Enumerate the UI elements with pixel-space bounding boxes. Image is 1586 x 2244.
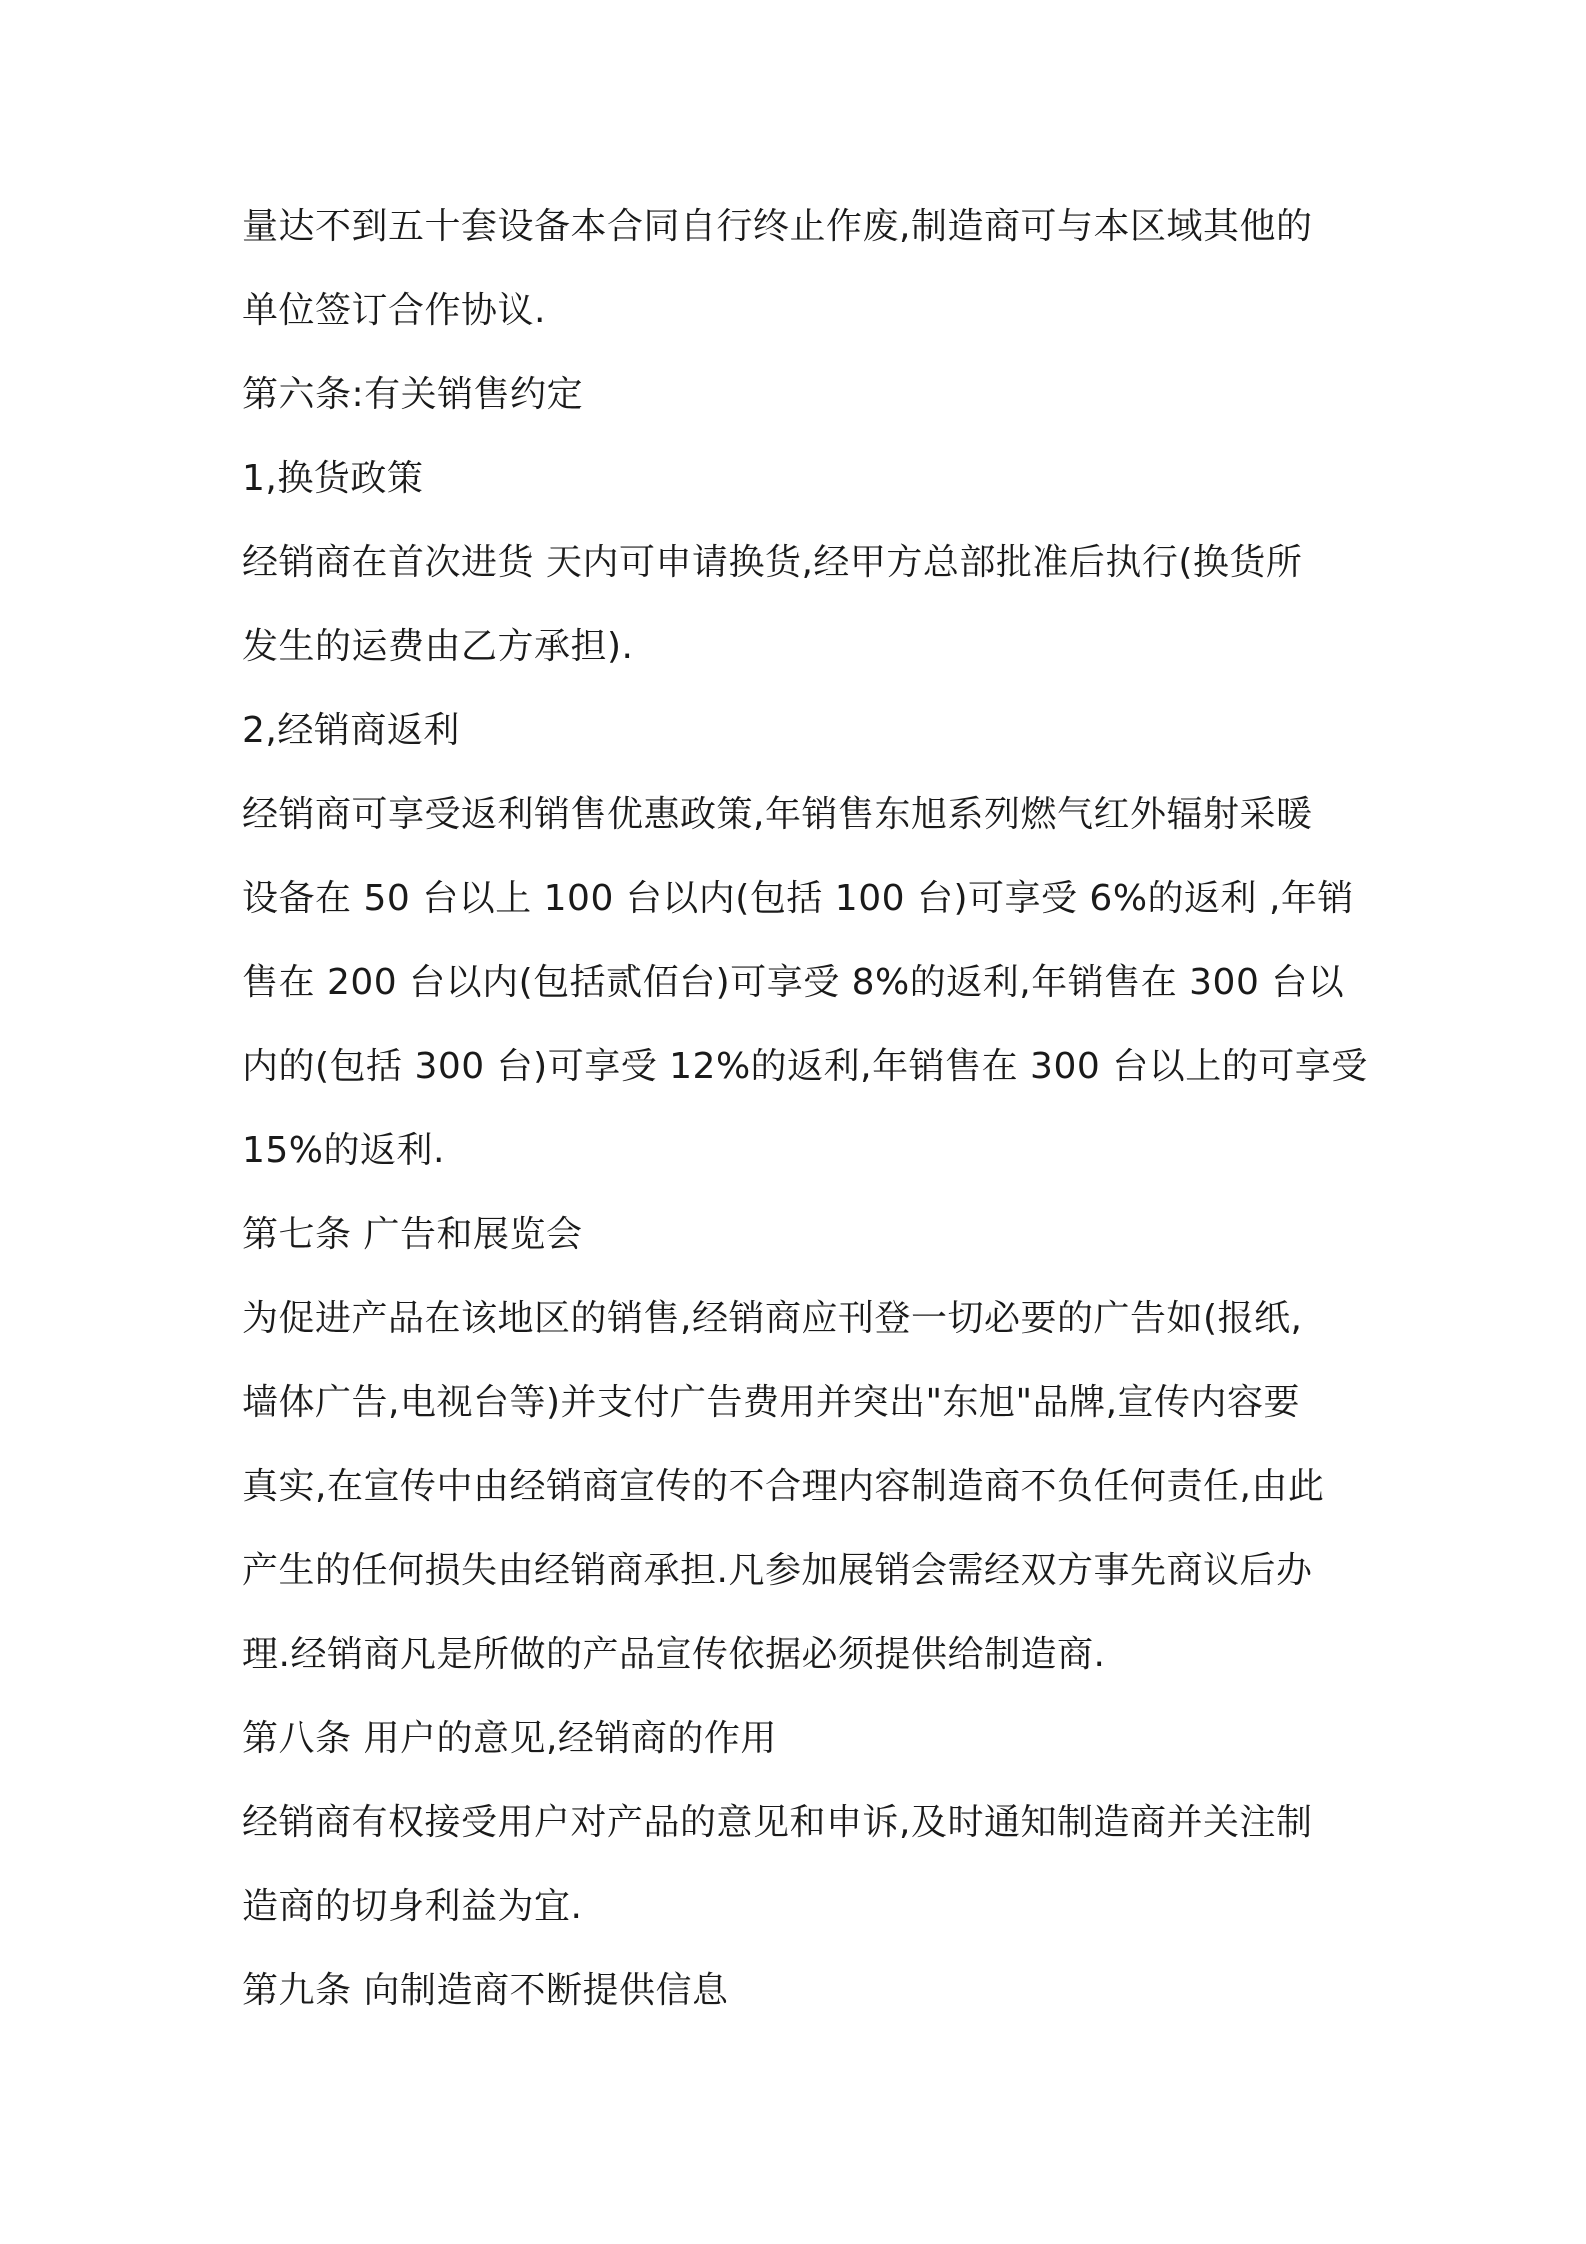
subheading-exchange-policy: 1,换货政策	[242, 458, 424, 499]
text-line-11: 内的(包括 300 台)可享受 12%的返利,年销售在 300 台以上的可享受	[242, 1046, 1368, 1087]
section-heading-7: 第七条 广告和展览会	[242, 1214, 583, 1255]
text-line-17: 产生的任何损失由经销商承担.凡参加展销会需经双方事先商议后办	[242, 1550, 1313, 1591]
section-heading-8: 第八条 用户的意见,经销商的作用	[242, 1718, 777, 1759]
text-line-15: 墙体广告,电视台等)并支付广告费用并突出"东旭"品牌,宣传内容要	[242, 1382, 1301, 1423]
text-line-21: 造商的切身利益为宜.	[242, 1886, 583, 1927]
text-line-8: 经销商可享受返利销售优惠政策,年销售东旭系列燃气红外辐射采暖	[242, 794, 1313, 835]
text-line-20: 经销商有权接受用户对产品的意见和申诉,及时通知制造商并关注制	[242, 1802, 1313, 1843]
text-line-14: 为促进产品在该地区的销售,经销商应刊登一切必要的广告如(报纸,	[242, 1298, 1303, 1339]
text-line-9: 设备在 50 台以上 100 台以内(包括 100 台)可享受 6%的返利 ,年销	[242, 878, 1354, 919]
text-line-18: 理.经销商凡是所做的产品宣传依据必须提供给制造商.	[242, 1634, 1106, 1675]
text-line-2: 单位签订合作协议.	[242, 290, 546, 331]
section-heading-9: 第九条 向制造商不断提供信息	[242, 1970, 729, 2011]
section-heading-6: 第六条:有关销售约定	[242, 374, 584, 415]
text-line-10: 售在 200 台以内(包括贰佰台)可享受 8%的返利,年销售在 300 台以	[242, 962, 1345, 1003]
text-line-12: 15%的返利.	[242, 1130, 445, 1171]
text-line-6: 发生的运费由乙方承担).	[242, 626, 634, 667]
subheading-dealer-rebate: 2,经销商返利	[242, 710, 460, 751]
text-line-5: 经销商在首次进货 天内可申请换货,经甲方总部批准后执行(换货所	[242, 542, 1303, 583]
text-line-1: 量达不到五十套设备本合同自行终止作废,制造商可与本区域其他的	[242, 206, 1313, 247]
text-line-16: 真实,在宣传中由经销商宣传的不合理内容制造商不负任何责任,由此	[242, 1466, 1325, 1507]
